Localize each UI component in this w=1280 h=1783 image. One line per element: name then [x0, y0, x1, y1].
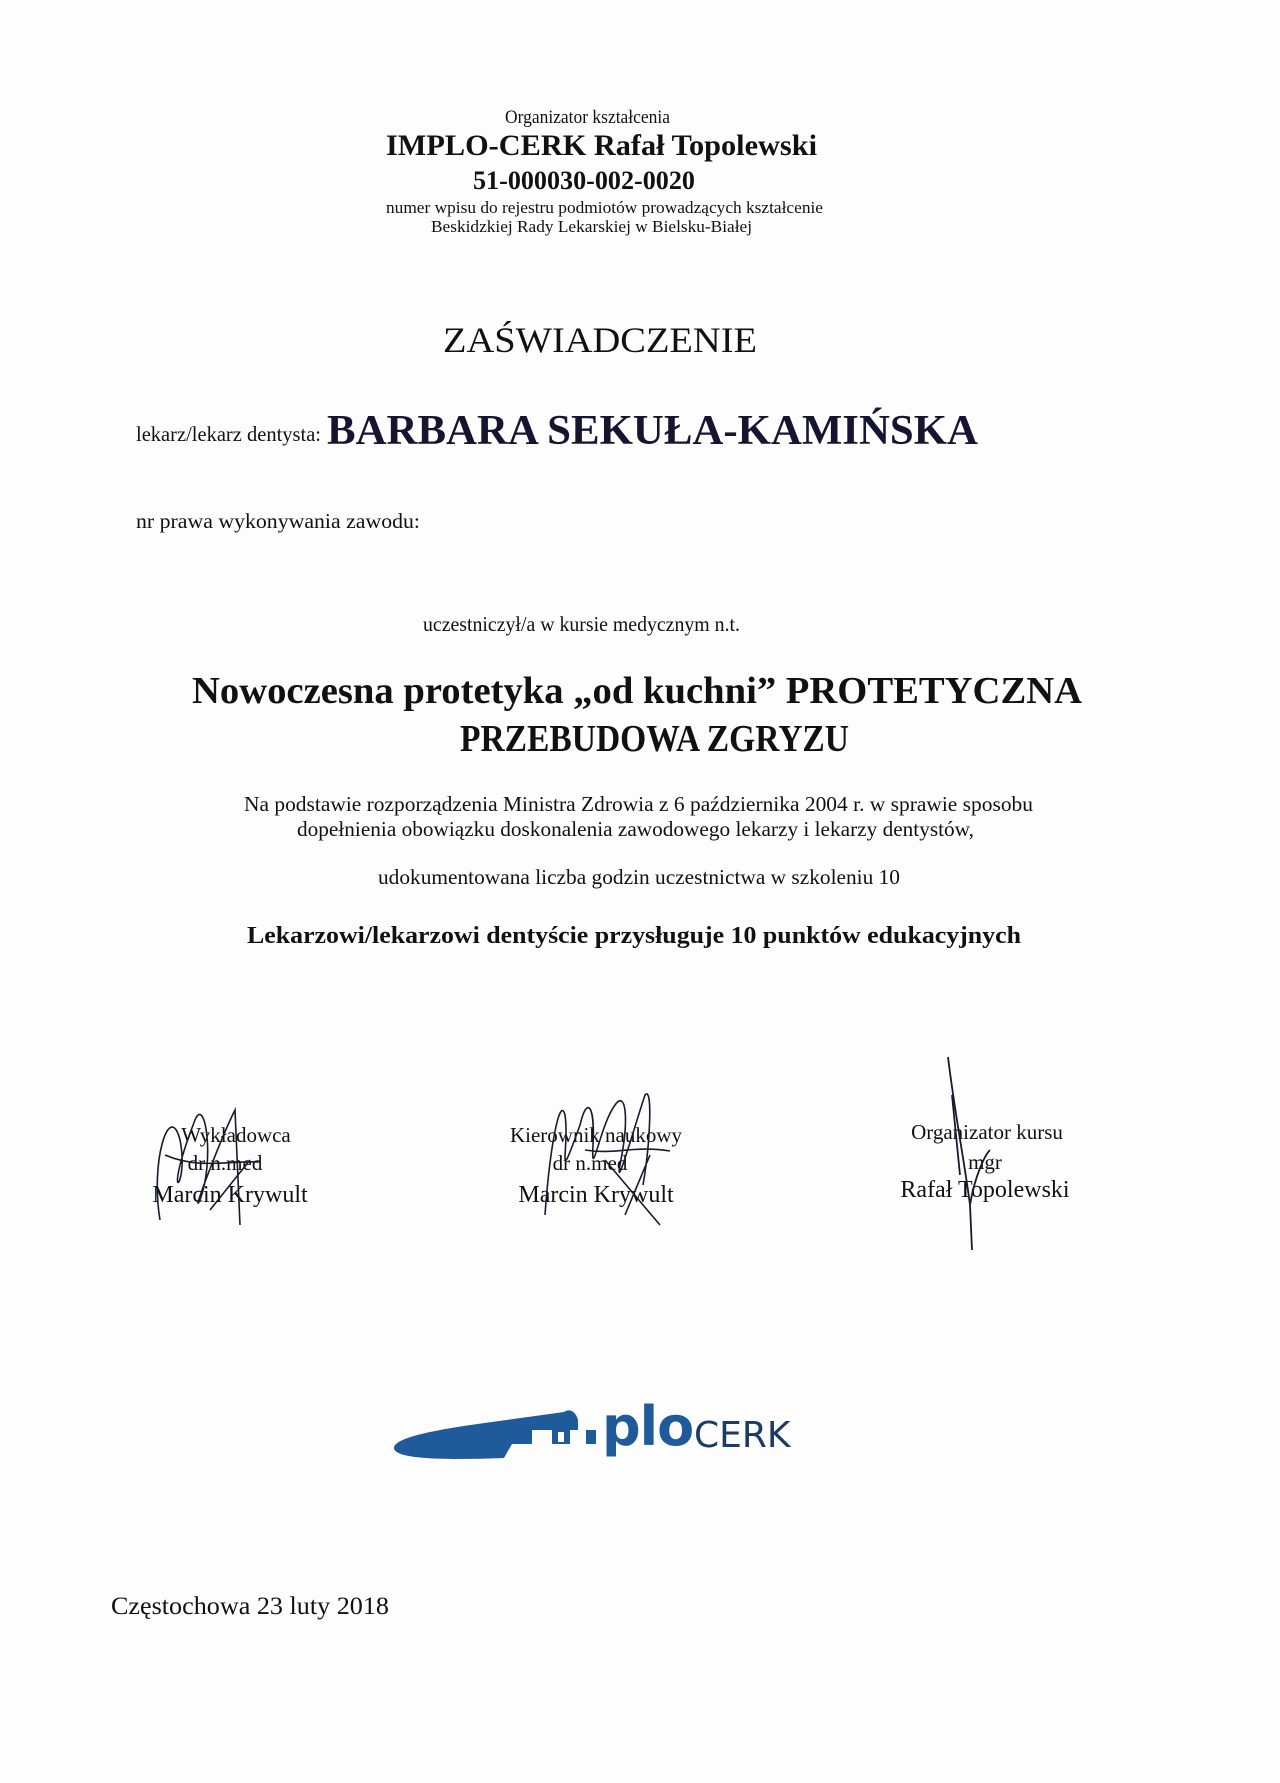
signature-role: Organizator kursu [911, 1120, 1063, 1144]
logo-text-bold: plo [602, 1395, 694, 1458]
signature-role: Wykładowca [181, 1123, 291, 1147]
license-label: nr prawa wykonywania zawodu: [136, 509, 420, 533]
document-title: ZAŚWIADCZENIE [443, 320, 757, 360]
signature-role: Kierownik naukowy [509, 1123, 683, 1147]
legal-line-1: Na podstawie rozporządzenia Ministra Zdrowia z 6 października 2004 r. w sprawie sposobu [244, 792, 1033, 816]
signature-name: Marcin Krywult [518, 1182, 674, 1208]
signature-title: dr n.med [187, 1151, 263, 1175]
course-title-line-2: PRZEBUDOWA ZGRYZU [460, 718, 849, 760]
signature-name: Marcin Krywult [152, 1182, 308, 1208]
organizer-name: IMPLO-CERK Rafał Topolewski [386, 129, 817, 162]
registry-line-2: Beskidzkiej Rady Lekarskiej w Bielsku-Białej [431, 217, 752, 236]
points-line: Lekarzowi/lekarzowi dentyście przysługuje 10 punktów edukacyjnych [247, 923, 1021, 949]
hours-line: udokumentowana liczba godzin uczestnictwa w szkoleniu 10 [378, 865, 900, 889]
signature-name: Rafał Topolewski [900, 1177, 1070, 1203]
participant-label: lekarz/lekarz dentysta: [136, 422, 321, 446]
implocerk-logo [392, 1395, 822, 1464]
logo-text-light: CERK [694, 1415, 791, 1456]
place-and-date: Częstochowa 23 luty 2018 [111, 1593, 389, 1620]
handwritten-signature [940, 1055, 1000, 1255]
signature-title: mgr [968, 1150, 1002, 1174]
handwritten-signature [140, 1100, 280, 1230]
organizer-label: Organizator kształcenia [505, 107, 670, 128]
handwritten-signature [525, 1085, 675, 1230]
legal-line-2: dopełnienia obowiązku doskonalenia zawodowego lekarzy i lekarzy dentystów, [297, 817, 974, 841]
registry-number: 51-000030-002-0020 [473, 166, 695, 195]
participant-name: BARBARA SEKUŁA-KAMIŃSKA [327, 408, 978, 454]
course-intro: uczestniczył/a w kursie medycznym n.t. [423, 612, 740, 636]
signature-title: dr n.med [552, 1151, 628, 1175]
course-title-line-1: Nowoczesna protetyka „od kuchni” PROTETYCZNA [192, 670, 1082, 712]
registry-line-1: numer wpisu do rejestru podmiotów prowadzących kształcenie [386, 198, 823, 217]
